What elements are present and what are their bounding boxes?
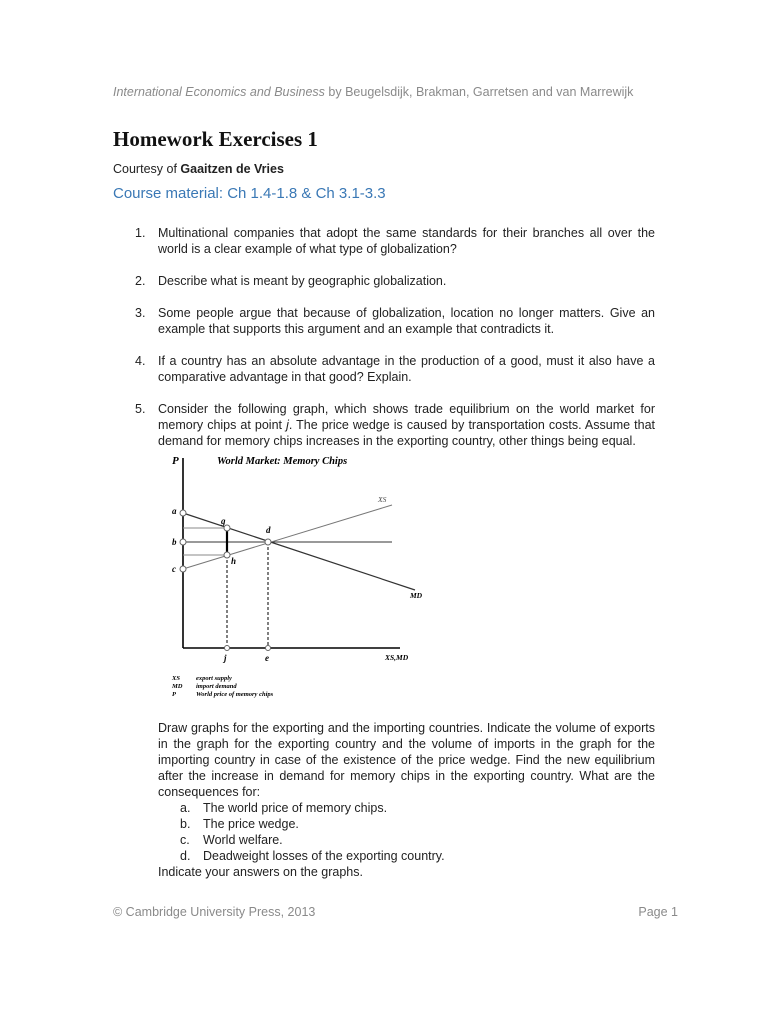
footer-page-number: Page 1	[638, 905, 678, 919]
world-market-chart	[160, 448, 460, 708]
x-axis-label: XS,MD	[385, 653, 409, 662]
subitem-letter: d.	[180, 849, 191, 863]
md-curve-label: MD	[410, 591, 423, 600]
question-text: Describe what is meant by geographic globalization.	[158, 274, 447, 288]
subitem-text: The world price of memory chips.	[203, 801, 388, 815]
subitem-c	[158, 832, 655, 848]
xs-curve	[183, 505, 392, 569]
subitem-letter: a.	[180, 801, 191, 815]
task-block	[158, 720, 655, 880]
point-e-marker	[266, 646, 271, 651]
course-material-heading: Course material: Ch 1.4-1.8 & Ch 3.1-3.3	[113, 185, 386, 202]
legend-text-p: World price of memory chips	[196, 691, 274, 698]
book-authors: by Beugelsdijk, Brakman, Garretsen and van Marrewijk	[324, 85, 634, 99]
subitem-letter: b.	[180, 817, 191, 831]
question-number: 5.	[135, 402, 146, 416]
label-g: g	[221, 516, 226, 526]
legend-key-p: P	[172, 691, 176, 698]
point-a-marker	[180, 510, 186, 516]
subitem-a	[158, 800, 655, 816]
subitem-d	[158, 848, 655, 864]
subitem-text: The price wedge.	[203, 817, 299, 831]
running-head	[113, 85, 633, 99]
task-intro: Draw graphs for the exporting and the importing countries. Indicate the volume of exports in the graph for the exporting country and the volume of imports in the graph for the importing country in case of the existence of the price wedge. Find the new equilibrium after the increase in demand for memory chips in the exporting country. What are the consequences for:	[158, 721, 655, 799]
label-e: e	[265, 653, 269, 663]
question-text: Some people argue that because of globalization, location no longer matters. Give an example that supports this argument and an example that contradicts it.	[158, 306, 655, 336]
point-b-marker	[180, 539, 186, 545]
page-title: Homework Exercises 1	[113, 127, 318, 151]
label-j: j	[224, 653, 227, 663]
subitem-letter: c.	[180, 833, 190, 847]
question-text-b: . The price wedge is caused by transportation costs. Assume that demand for memory chips increases in the exporting country, other things being equal.	[158, 418, 655, 448]
question-list	[113, 225, 655, 449]
book-title: International Economics and Business	[113, 85, 325, 99]
subitem-text: Deadweight losses of the exporting country.	[203, 849, 445, 863]
question-point-j: j	[286, 418, 289, 432]
question-text: If a country has an absolute advantage in the production of a good, must it also have a comparative advantage in that good? Explain.	[158, 354, 655, 384]
label-d: d	[266, 525, 271, 535]
label-a: a	[172, 506, 177, 516]
legend-key-md: MD	[172, 683, 183, 690]
point-h-marker	[224, 552, 230, 558]
question-number: 3.	[135, 306, 146, 320]
question-text-a: Consider the following graph, which shows trade equilibrium on the world market for memory chips at point	[158, 402, 655, 432]
question-3	[113, 305, 655, 337]
task-closing: Indicate your answers on the graphs.	[158, 865, 363, 879]
label-b: b	[172, 537, 177, 547]
legend-text-xs: export supply	[196, 675, 232, 682]
question-text: Multinational companies that adopt the same standards for their branches all over the world is a clear example of what type of globalization?	[158, 226, 655, 256]
point-j-marker	[225, 646, 230, 651]
legend-text-md: import demand	[196, 683, 237, 690]
question-2	[113, 273, 655, 289]
question-5	[113, 401, 655, 449]
point-c-marker	[180, 566, 186, 572]
question-4	[113, 353, 655, 385]
chart-svg	[160, 448, 460, 708]
footer-copyright: © Cambridge University Press, 2013	[113, 905, 316, 919]
task-subitems	[158, 800, 655, 864]
courtesy-line	[113, 162, 284, 176]
label-h: h	[231, 556, 237, 566]
md-curve	[183, 513, 415, 590]
subitem-text: World welfare.	[203, 833, 283, 847]
subitem-b	[158, 816, 655, 832]
question-number: 2.	[135, 274, 146, 288]
question-1	[113, 225, 655, 257]
y-axis-label: P	[172, 455, 179, 467]
point-d-marker	[265, 539, 271, 545]
question-number: 1.	[135, 226, 146, 240]
question-number: 4.	[135, 354, 146, 368]
legend-key-xs: XS	[172, 675, 180, 682]
xs-curve-label: XS	[378, 495, 387, 504]
courtesy-name: Gaaitzen de Vries	[180, 162, 284, 176]
courtesy-prefix: Courtesy of	[113, 162, 181, 176]
chart-title: World Market: Memory Chips	[217, 456, 348, 467]
label-c: c	[172, 564, 176, 574]
